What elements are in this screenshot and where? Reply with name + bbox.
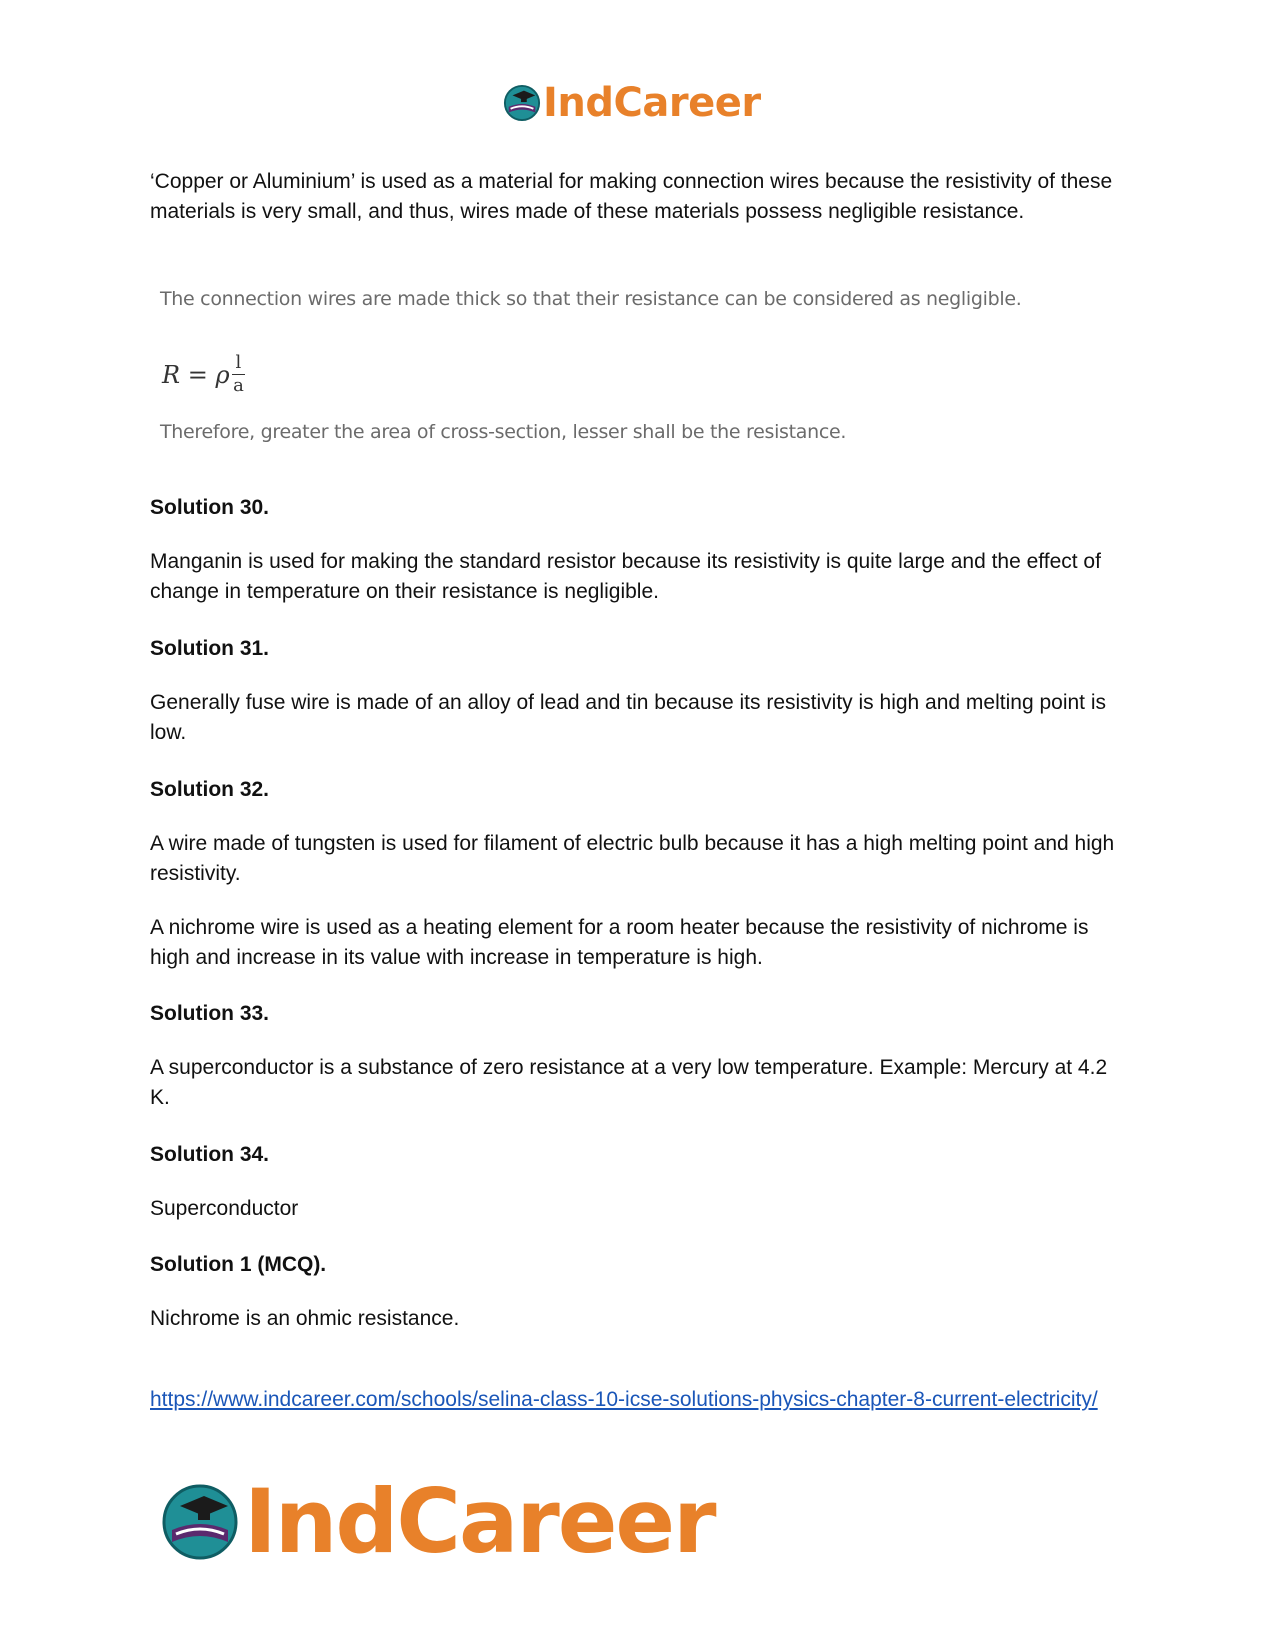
- header-logo: [503, 80, 761, 126]
- solution-text: A nichrome wire is used as a heating element for a room heater because the resistivity of nichrome is high and increase in its value with increase in temperature is high.: [150, 916, 1089, 969]
- intro-paragraph: ‘Copper or Aluminium’ is used as a material for making connection wires because the resistivity of these materials is very small, and thus, wires made of these materials possess negligible resistance.: [150, 170, 1113, 223]
- solution-31: [150, 634, 1130, 748]
- source-link[interactable]: https://www.indcareer.com/schools/selina-class-10-icse-solutions-physics-chapter-8-current-electricity/: [150, 1388, 1098, 1411]
- image-note-line1: The connection wires are made thick so that their resistance can be considered as negligible.: [160, 288, 1022, 310]
- globe-book-icon: [503, 84, 541, 122]
- solution-heading: Solution 31.: [150, 637, 270, 660]
- image-note-line2: Therefore, greater the area of cross-section, lesser shall be the resistance.: [160, 421, 847, 443]
- solution-text: Generally fuse wire is made of an alloy of lead and tin because its resistivity is high and melting point is low.: [150, 691, 1106, 744]
- formula-fraction: [232, 352, 246, 397]
- solution-heading: Solution 34.: [150, 1143, 270, 1166]
- resistance-formula: [162, 352, 245, 397]
- logo-text: IndCareer: [244, 1470, 715, 1573]
- globe-book-icon: [160, 1482, 240, 1562]
- solution-heading: Solution 30.: [150, 496, 270, 519]
- solution-text: Superconductor: [150, 1197, 299, 1220]
- solution-32: [150, 775, 1130, 973]
- solution-text: Manganin is used for making the standard resistor because its resistivity is quite large and the effect of change in temperature on their resistance is negligible.: [150, 550, 1101, 603]
- solution-heading: Solution 32.: [150, 778, 270, 801]
- formula-lhs: R = ρ: [162, 360, 230, 389]
- solution-text: Nichrome is an ohmic resistance.: [150, 1307, 460, 1330]
- footer-logo: [160, 1470, 715, 1573]
- formula-denominator: a: [233, 375, 244, 396]
- solution-text: A wire made of tungsten is used for filament of electric bulb because it has a high melting point and high resistivity.: [150, 832, 1115, 885]
- solution-text: A superconductor is a substance of zero resistance at a very low temperature. Example: Mercury at 4.2 K.: [150, 1056, 1108, 1109]
- solution-mcq-1: [150, 1250, 1130, 1334]
- solution-30: [150, 493, 1130, 607]
- solution-33: [150, 999, 1130, 1113]
- formula-numerator: l: [232, 352, 246, 375]
- solution-heading: Solution 1 (MCQ).: [150, 1253, 327, 1276]
- solution-heading: Solution 33.: [150, 1002, 270, 1025]
- logo-text: IndCareer: [543, 80, 761, 126]
- solution-34: [150, 1140, 1130, 1224]
